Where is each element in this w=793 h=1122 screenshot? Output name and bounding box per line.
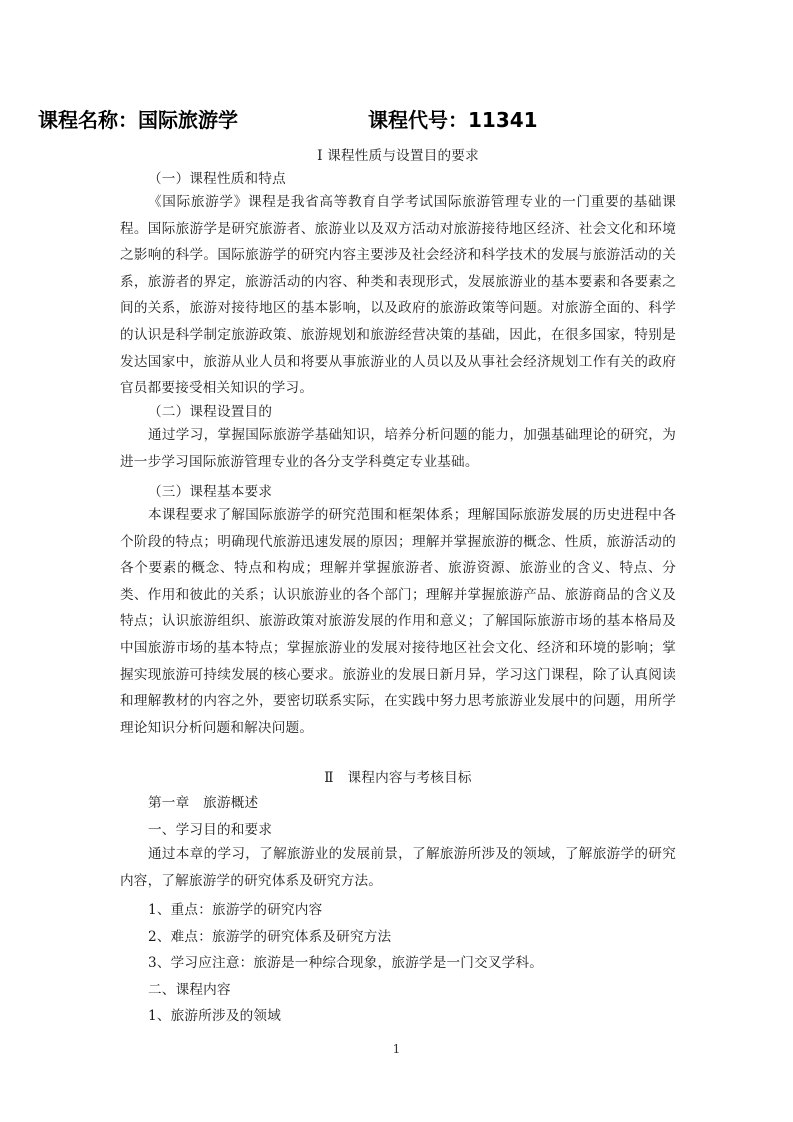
course-code: 课程代号：11341 <box>368 108 538 132</box>
sub3-paragraph: 本课程要求了解国际旅游学的研究范围和框架体系；理解国际旅游发展的历史进程中各个阶段的特点；明确现代旅游迅速发展的原因；理解并掌握旅游的概念、性质，旅游活动的各个要素的概念、特点和构成；理解并掌握旅游者、旅游资源、旅游业的含义、特点、分类、作用和彼此的关系；认识旅游业的各个部门；理解并掌握旅游产品、旅游商品的含义及特点；认识旅游组织、旅游政策对旅游发展的作用和意义；了解国际旅游市场的基本格局及中国旅游市场的基本特点；掌握旅游业的发展对接待地区社会文化、经济和环境的影响；掌握实现旅游可持续发展的核心要求。旅游业的发展日新月异，学习这门课程，除了认真阅读和理解教材的内容之外，要密切联系实际，在实践中努力思考旅游业发展中的问题，用所学理论知识分析问题和解决问题。 <box>120 507 676 736</box>
part1-paragraph: 通过本章的学习，了解旅游业的发展前景，了解旅游所涉及的领域，了解旅游学的研究内容，了解旅游学的研究体系及研究方法。 <box>120 846 676 889</box>
sub1-paragraph: 《国际旅游学》课程是我省高等教育自学考试国际旅游管理专业的一门重要的基础课程。国际旅游学是研究旅游者、旅游业以及双方活动对旅游接待地区经济、社会文化和环境之影响的科学。国际旅游学的研究内容主要涉及社会经济和科学技术的发展与旅游活动的关系，旅游者的界定，旅游活动的内容、种类和表现形式，发展旅游业的基本要素和各要素之间的关系，旅游对接待地区的基本影响，以及政府的旅游政策等问题。对旅游全面的、科学的认识是科学制定旅游政策、旅游规划和旅游经营决策的基础，因此，在很多国家，特别是发达国家中，旅游从业人员和将要从事旅游业的人员以及从事社会经济规划工作有关的政府官员都要接受相关知识的学习。 <box>120 194 676 397</box>
part2-item-1: 1、旅游所涉及的领域 <box>148 1008 281 1024</box>
document-title-row <box>38 104 558 134</box>
course-name: 课程名称：国际旅游学 <box>38 108 238 132</box>
page-number: 1 <box>392 1042 401 1056</box>
section2-title: Ⅱ 课程内容与考核目标 <box>324 770 472 786</box>
sub3-heading: （三）课程基本要求 <box>148 484 273 500</box>
chapter-title: 第一章 旅游概述 <box>148 795 259 811</box>
sub2-heading: （二）课程设置目的 <box>148 404 273 420</box>
sub2-paragraph: 通过学习，掌握国际旅游学基础知识，培养分析问题的能力，加强基础理论的研究，为进一步学习国际旅游管理专业的各分支学科奠定专业基础。 <box>120 427 676 470</box>
part1-heading: 一、学习目的和要求 <box>148 822 273 838</box>
sub1-heading: （一）课程性质和特点 <box>148 171 286 187</box>
point-3: 3、学习应注意：旅游是一种综合现象，旅游学是一门交叉学科。 <box>148 955 544 971</box>
point-2: 2、难点：旅游学的研究体系及研究方法 <box>148 929 392 945</box>
part2-heading: 二、课程内容 <box>148 982 231 998</box>
point-1: 1、重点：旅游学的研究内容 <box>148 902 323 918</box>
section1-title: I 课程性质与设置目的要求 <box>317 148 479 164</box>
